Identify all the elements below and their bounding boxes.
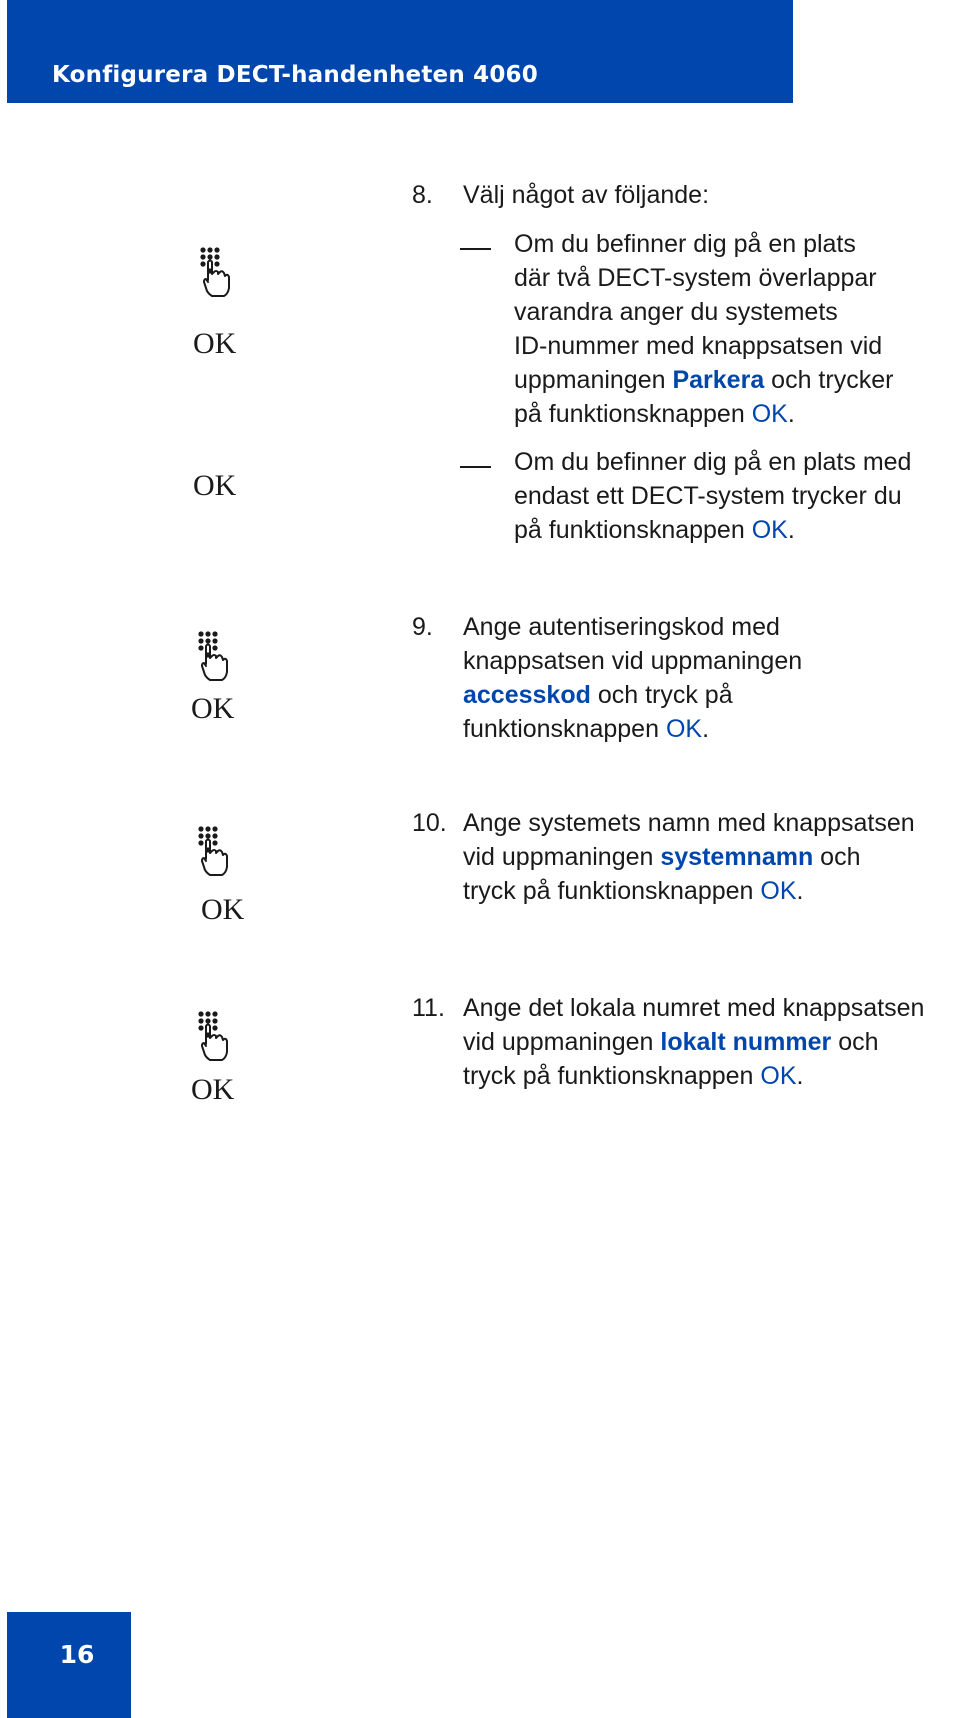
text-segment: och	[831, 1028, 879, 1056]
highlighted-term: Parkera	[672, 366, 765, 394]
step-9-text	[463, 610, 802, 746]
text-line	[463, 644, 802, 678]
ok-key-icon: OK	[201, 893, 245, 926]
highlighted-term: OK	[751, 400, 788, 428]
highlighted-term: OK	[751, 516, 788, 544]
text-segment: vid uppmaningen	[463, 1028, 661, 1056]
highlighted-term: OK	[760, 1062, 797, 1090]
text-line	[463, 806, 915, 840]
text-line	[514, 513, 911, 547]
text-line	[463, 991, 924, 1025]
step-8-option-2	[514, 445, 911, 547]
text-segment: tryck på funktionsknappen	[463, 1062, 761, 1090]
text-segment: Om du befinner dig på en plats	[514, 230, 856, 258]
text-segment: uppmaningen	[514, 366, 673, 394]
text-segment: varandra anger du systemets	[514, 298, 838, 326]
keypad-hand-icon	[198, 246, 232, 298]
text-segment: .	[796, 877, 804, 905]
step-8-intro: Välj något av följande:	[463, 181, 710, 209]
step-number: 10.	[412, 809, 447, 837]
text-segment: Ange det lokala numret med knappsatsen	[463, 994, 925, 1022]
text-line	[514, 479, 911, 513]
keypad-hand-icon	[196, 630, 230, 682]
text-segment: .	[796, 1062, 804, 1090]
list-dash	[460, 248, 491, 250]
ok-key-icon: OK	[191, 692, 235, 725]
text-line	[463, 678, 802, 712]
text-segment: Ange autentiseringskod med	[463, 613, 780, 641]
text-line	[514, 227, 893, 261]
text-segment: knappsatsen vid uppmaningen	[463, 647, 803, 675]
text-segment: Ange systemets namn med knappsatsen	[463, 809, 915, 837]
text-segment: på funktionsknappen	[514, 516, 752, 544]
text-segment: tryck på funktionsknappen	[463, 877, 761, 905]
keypad-hand-icon	[196, 1010, 230, 1062]
text-segment: på funktionsknappen	[514, 400, 752, 428]
highlighted-term: OK	[760, 877, 797, 905]
text-line	[514, 445, 911, 479]
text-segment: Om du befinner dig på en plats med	[514, 448, 912, 476]
highlighted-term: accesskod	[463, 681, 591, 709]
text-line	[463, 610, 802, 644]
highlighted-term: OK	[665, 715, 703, 743]
text-line	[514, 295, 893, 329]
text-line	[463, 840, 915, 874]
step-number: 9.	[412, 613, 433, 641]
text-line	[514, 397, 893, 431]
text-segment: endast ett DECT-system trycker du	[514, 482, 902, 510]
page-title: Konfigurera DECT-handenheten 4060	[52, 62, 538, 88]
text-line	[463, 1059, 924, 1093]
text-segment: och trycker	[764, 366, 894, 394]
text-segment: och tryck på	[590, 681, 733, 709]
ok-key-icon: OK	[193, 327, 237, 360]
step-11-text	[463, 991, 924, 1093]
text-line	[514, 329, 893, 363]
text-line	[463, 712, 802, 746]
step-number: 11.	[412, 994, 445, 1022]
page-number: 16	[59, 1640, 95, 1669]
ok-key-icon: OK	[193, 469, 237, 502]
text-segment: .	[702, 715, 710, 743]
text-line	[463, 1025, 924, 1059]
page-number-box	[7, 1612, 131, 1718]
text-segment: funktionsknappen	[463, 715, 666, 743]
text-line	[463, 874, 915, 908]
text-segment: .	[787, 516, 795, 544]
step-number: 8.	[412, 181, 433, 209]
text-segment: vid uppmaningen	[463, 843, 661, 871]
highlighted-term: lokalt nummer	[660, 1028, 832, 1056]
text-line	[514, 363, 893, 397]
text-segment: och	[813, 843, 861, 871]
highlighted-term: systemnamn	[660, 843, 814, 871]
ok-key-icon: OK	[191, 1073, 235, 1106]
text-segment: .	[787, 400, 795, 428]
list-dash	[460, 466, 491, 468]
text-line	[514, 261, 893, 295]
text-segment: ID-nummer med knappsatsen vid	[514, 332, 883, 360]
step-10-text	[463, 806, 915, 908]
keypad-hand-icon	[196, 825, 230, 877]
text-segment: där två DECT-system överlappar	[514, 264, 877, 292]
step-8-option-1	[514, 227, 893, 431]
